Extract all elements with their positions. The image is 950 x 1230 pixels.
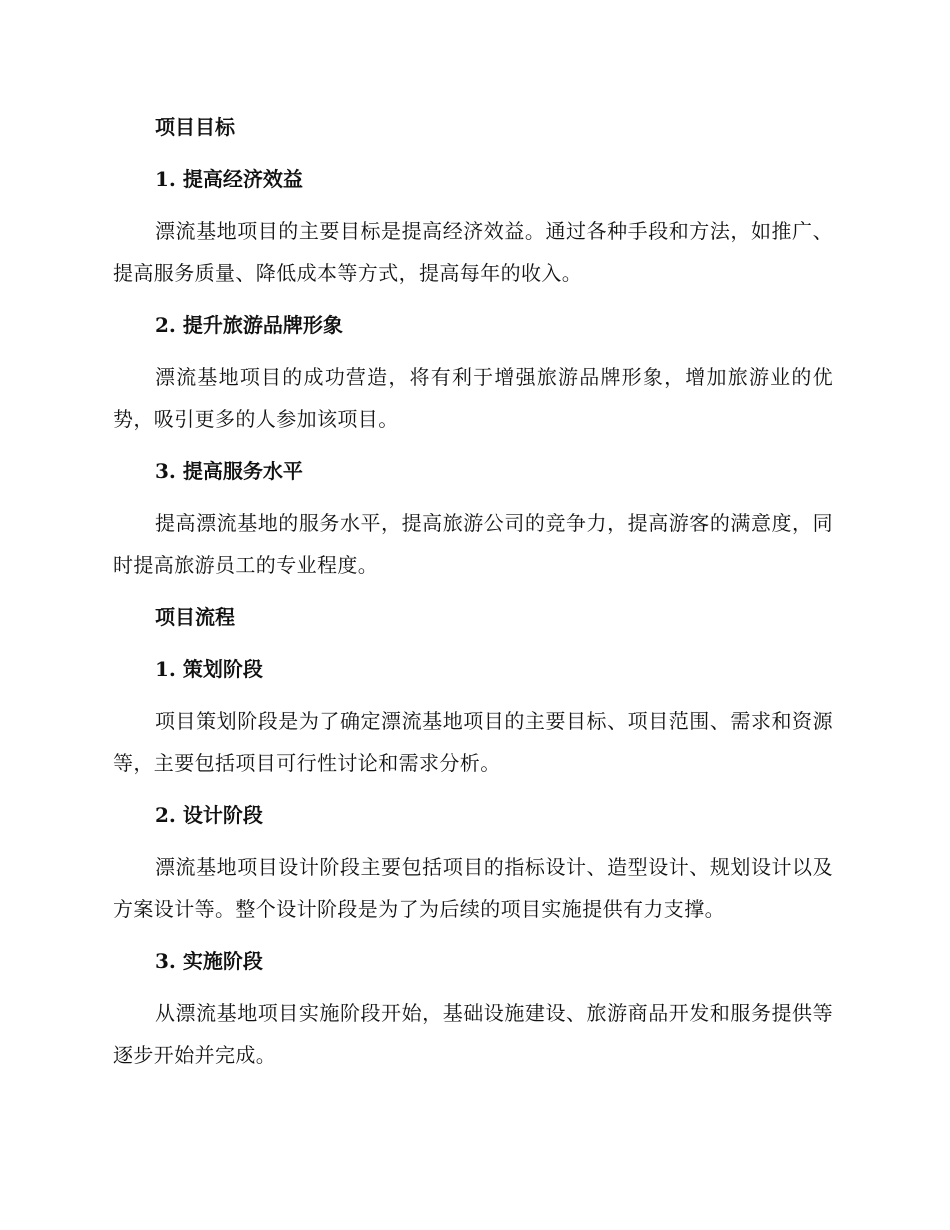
goal-heading-economic-benefit: 1. 提高经济效益 [155,167,303,191]
document-body [113,106,833,1086]
process-paragraph-implementation: 从漂流基地项目实施阶段开始，基础设施建设、旅游商品开发和服务提供等逐步开始并完成。 [113,1001,833,1067]
goal-paragraph-economic-benefit: 漂流基地项目的主要目标是提高经济效益。通过各种手段和方法，如推广、提高服务质量、降低成本等方式，提高每年的收入。 [113,219,833,285]
section-heading-project-process: 项目流程 [155,605,235,629]
goal-heading-service-level: 3. 提高服务水平 [155,459,303,483]
process-heading-design: 2. 设计阶段 [155,803,263,827]
goal-paragraph-brand-image: 漂流基地项目的成功营造，将有利于增强旅游品牌形象，增加旅游业的优势，吸引更多的人参加该项目。 [113,365,833,431]
goal-paragraph-service-level: 提高漂流基地的服务水平，提高旅游公司的竞争力，提高游客的满意度，同时提高旅游员工的专业程度。 [113,511,833,577]
process-paragraph-planning: 项目策划阶段是为了确定漂流基地项目的主要目标、项目范围、需求和资源等，主要包括项目可行性讨论和需求分析。 [113,709,833,775]
goal-heading-brand-image: 2. 提升旅游品牌形象 [155,313,343,337]
process-heading-implementation: 3. 实施阶段 [155,949,263,973]
process-paragraph-design: 漂流基地项目设计阶段主要包括项目的指标设计、造型设计、规划设计以及方案设计等。整个设计阶段是为了为后续的项目实施提供有力支撑。 [113,855,833,921]
process-heading-planning: 1. 策划阶段 [155,657,263,681]
section-heading-project-goals: 项目目标 [155,115,235,139]
